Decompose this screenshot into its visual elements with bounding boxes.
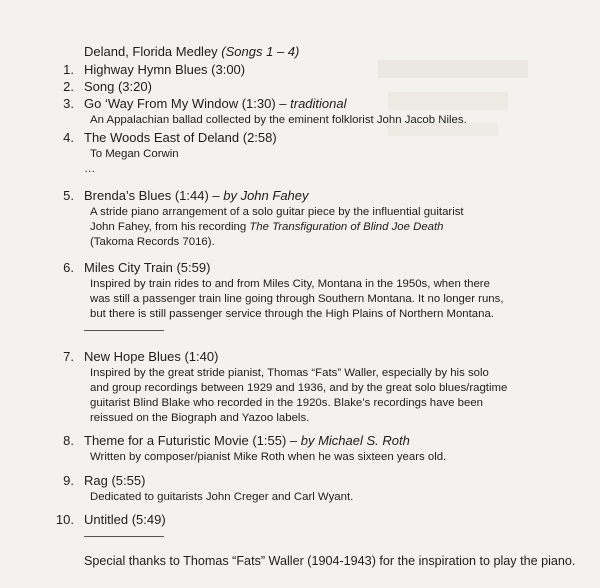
track-title: The Woods East of Deland (2:58) xyxy=(84,130,277,145)
track-description: Inspired by train rides to and from Miles City, Montana in the 1950s, when there xyxy=(90,278,490,290)
track-title: Rag (5:55) xyxy=(84,473,146,488)
track-number: 4. xyxy=(63,130,74,145)
track-description: guitarist Blind Blake who recorded in the 1920s. Blake’s recordings have been xyxy=(90,397,484,409)
track-number: 6. xyxy=(63,260,74,275)
track-title: Theme for a Futuristic Movie (1:55) – by Michael S. Roth xyxy=(84,433,410,448)
section-divider xyxy=(84,536,164,537)
track-title: Highway Hymn Blues (3:00) xyxy=(84,62,246,77)
track-title: Untitled (5:49) xyxy=(84,512,166,527)
track-description: reissued on the Biograph and Yazoo labels. xyxy=(90,412,310,424)
track-number: 2. xyxy=(63,79,74,94)
track-description: An Appalachian ballad collected by the eminent folklorist John Jacob Niles. xyxy=(90,114,467,126)
track-title: New Hope Blues (1:40) xyxy=(84,349,219,364)
track-number: 9. xyxy=(63,473,74,488)
track-credit: by John Fahey xyxy=(223,188,309,203)
track-credit: traditional xyxy=(290,96,347,111)
track-title: Song (3:20) xyxy=(84,79,152,94)
track-title: Miles City Train (5:59) xyxy=(84,260,211,275)
track-description: but there is still passenger service through the High Plains of Northern Montana. xyxy=(90,308,494,320)
track-description: was still a passenger train line going through Southern Montana. It no longer runs, xyxy=(90,293,504,305)
track-title: Brenda’s Blues (1:44) – by John Fahey xyxy=(84,188,309,203)
track-number: 7. xyxy=(63,349,74,364)
track-number: 3. xyxy=(63,96,74,111)
medley-heading: Deland, Florida Medley (Songs 1 – 4) xyxy=(84,44,300,59)
show-through-graphic xyxy=(378,52,578,152)
track-description: John Fahey, from his recording The Transfiguration of Blind Joe Death xyxy=(90,221,444,233)
track-credit: by Michael S. Roth xyxy=(300,433,410,448)
track-description: A stride piano arrangement of a solo guitar piece by the influential guitarist xyxy=(90,206,464,218)
track-number: 1. xyxy=(63,62,74,77)
track-description: and group recordings between 1929 and 1936, and by the great solo blues/ragtime xyxy=(90,382,508,394)
track-description: Dedicated to guitarists John Creger and Carl Wyant. xyxy=(90,491,354,503)
track-number: 5. xyxy=(63,188,74,203)
show-through-text xyxy=(378,52,578,158)
album-title: The Transfiguration of Blind Joe Death xyxy=(249,221,444,233)
section-divider xyxy=(84,330,164,331)
track-number: 10. xyxy=(55,512,74,527)
special-thanks: Special thanks to Thomas “Fats” Waller (1904-1943) for the inspiration to play the piano. xyxy=(84,554,576,568)
track-description: … xyxy=(84,163,96,175)
track-title: Go ‘Way From My Window (1:30) – traditional xyxy=(84,96,347,111)
track-description: Written by composer/pianist Mike Roth when he was sixteen years old. xyxy=(90,451,447,463)
track-number: 8. xyxy=(63,433,74,448)
track-description: To Megan Corwin xyxy=(90,148,179,160)
track-description: (Takoma Records 7016). xyxy=(90,236,215,248)
track-description: Inspired by the great stride pianist, Thomas “Fats” Waller, especially by his solo xyxy=(90,367,489,379)
